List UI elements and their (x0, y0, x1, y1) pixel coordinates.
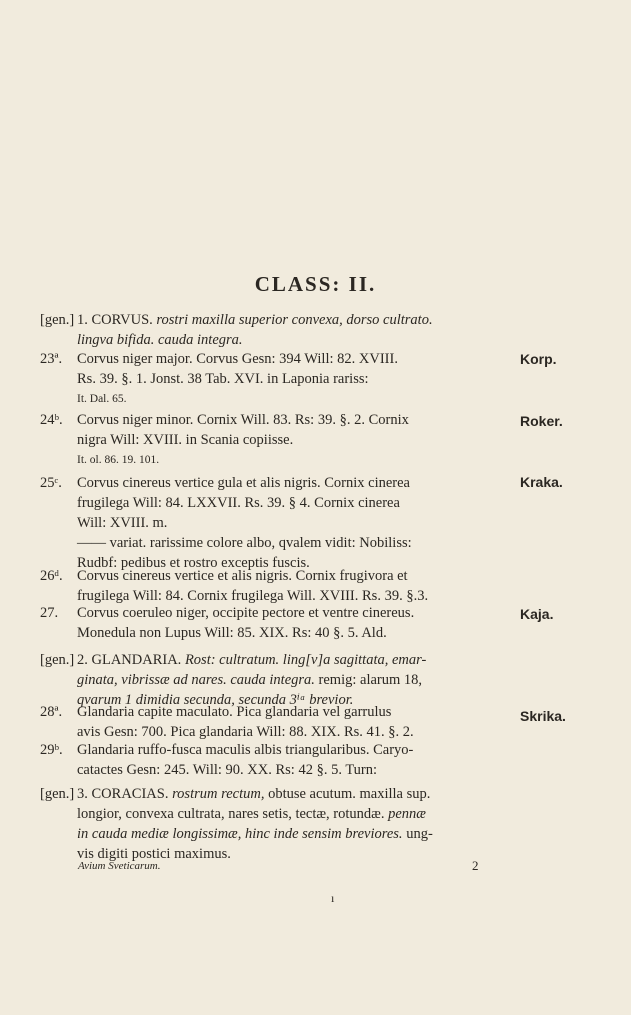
entry-line: Corvus niger minor. Cornix Will. 83. Rs: 39. §. 2. Cornix (77, 412, 409, 428)
genus-corvus (40, 310, 540, 352)
genus-description-cont: lingva bifida. cauda integra. (77, 332, 243, 348)
species-entry-26 (40, 566, 540, 606)
genus-description-cont: longior, convexa cultrata, nares setis, tectæ, rotundæ. (77, 806, 385, 822)
entry-line: frugilega Will: 84. Cornix frugilega Will. XVIII. Rs. 39. §.3. (77, 588, 429, 604)
genus-name: 3. CORACIAS. (77, 786, 169, 802)
vernacular-name: Korp. (520, 351, 557, 367)
entry-number: 28ª. (40, 704, 63, 720)
entry-number: 26ᵈ. (40, 568, 63, 584)
entry-number: 23ª. (40, 351, 63, 367)
species-entry-25 (40, 473, 540, 573)
entry-number: 25ᶜ. (40, 475, 62, 491)
genus-description: Rost: cultratum. ling[v]a sagittata, emar- (181, 652, 427, 668)
genus-description: rostrum rectum, (168, 786, 265, 802)
entry-line: avis Gesn: 700. Pica glandaria Will: 88. XIX. Rs. 41. §. 2. (77, 724, 414, 740)
vernacular-name: Kaja. (520, 606, 554, 622)
genus-description: rostri maxilla superior convexa, dorso cultrato. (152, 312, 433, 328)
entry-line: —— variat. rarissime colore albo, qvalem vidit: Nobiliss: (77, 535, 412, 551)
vernacular-name: Kraka. (520, 474, 563, 490)
entry-line: nigra Will: XVIII. in Scania copiisse. (77, 432, 294, 448)
genus-glandaria (40, 650, 540, 710)
entry-number: 29ᵇ. (40, 742, 63, 758)
entry-line: Glandaria capite maculato. Pica glandaria vel garrulus (77, 704, 392, 720)
ink-mark: ı (331, 891, 335, 905)
genus-description-italic: in cauda mediæ longissimæ, hinc inde sensim breviores. (77, 826, 403, 842)
genus-label: [gen.] (40, 652, 75, 668)
species-entry-28 (40, 702, 540, 742)
entry-number: 27. (40, 605, 59, 621)
vernacular-name: Roker. (520, 413, 563, 429)
vernacular-name: Skrika. (520, 708, 566, 724)
genus-name: 2. GLANDARIA. (77, 652, 182, 668)
entry-line: Corvus cinereus vertice gula et alis nigris. Cornix cinerea (77, 475, 410, 491)
entry-line: Corvus niger major. Corvus Gesn: 394 Will: 82. XVIII. (77, 351, 398, 367)
genus-description-cont: vis digiti postici maximus. (77, 846, 231, 862)
genus-description-cont: qvarum 1 dimidia secunda, secunda 3ⁱᵃ brevior. (77, 692, 354, 708)
entry-line: Rudbf: pedibus et rostro exceptis fuscis. (77, 555, 310, 571)
signature-mark: Avium Sveticarum. (78, 860, 161, 872)
species-entry-24 (40, 410, 540, 470)
entry-reference: It. Dal. 65. (77, 393, 127, 405)
entry-line: catactes Gesn: 245. Will: 90. XX. Rs: 42 §. 5. Turn: (77, 762, 378, 778)
genus-remiges: remig: alarum 18, (314, 672, 423, 688)
entry-reference: It. ol. 86. 19. 101. (77, 454, 160, 466)
species-entry-29 (40, 740, 540, 780)
genus-description-italic: pennæ (384, 806, 426, 822)
entry-line: frugilega Will: 84. LXXVII. Rs. 39. § 4. Cornix cinerea (77, 495, 400, 511)
page-number: 2 (472, 858, 479, 873)
entry-line: Will: XVIII. m. (77, 515, 168, 531)
genus-name: 1. CORVUS. (77, 312, 153, 328)
entry-number: 24ᵇ. (40, 412, 63, 428)
entry-line: Monedula non Lupus Will: 85. XIX. Rs: 40 §. 5. Ald. (77, 625, 387, 641)
entry-line: Corvus coeruleo niger, occipite pectore et ventre cinereus. (77, 605, 415, 621)
species-entry-23 (40, 349, 540, 409)
genus-description-plain: obtuse acutum. maxilla sup. (264, 786, 431, 802)
genus-description-cont: ginata, vibrissæ ad nares. cauda integra. (77, 672, 315, 688)
class-heading: CLASS: II. (254, 272, 377, 296)
entry-line: Rs. 39. §. 1. Jonst. 38 Tab. XVI. in Laponia rariss: (77, 371, 369, 387)
entry-line: Corvus cinereus vertice et alis nigris. Cornix frugivora et (77, 568, 408, 584)
entry-line: Glandaria ruffo-fusca maculis albis triangularibus. Caryo- (77, 742, 414, 758)
species-entry-27 (40, 603, 540, 643)
genus-label: [gen.] (40, 786, 75, 802)
genus-label: [gen.] (40, 312, 75, 328)
genus-coracias (40, 784, 540, 864)
genus-description-plain: ung- (402, 826, 433, 842)
